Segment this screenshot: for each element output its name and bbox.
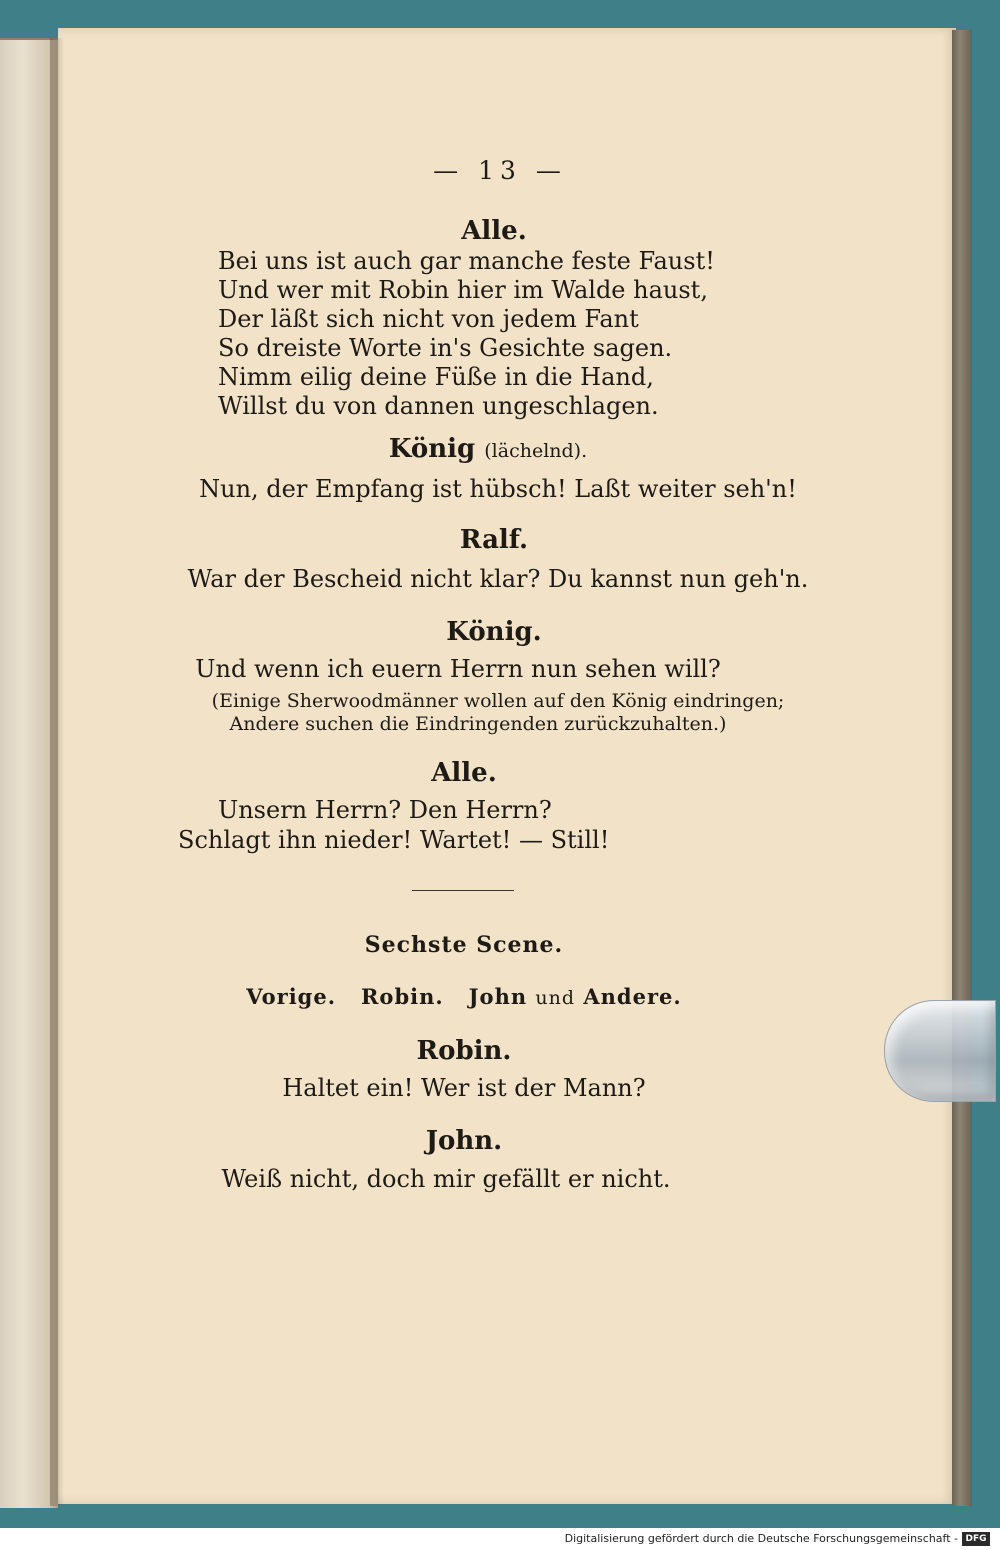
speaker-name: Ralf. xyxy=(459,525,529,555)
speaker-name: Robin. xyxy=(416,1036,512,1066)
verse-line: Nimm eilig deine Füße in die Hand, xyxy=(218,363,654,391)
speaker-name: Alle. xyxy=(461,216,527,246)
scene-title: Sechste Scene. xyxy=(364,932,564,958)
section-divider xyxy=(412,890,514,891)
speaker-heading xyxy=(0,434,988,464)
stage-direction: Andere suchen die Eindringenden zurückzuhalten.) xyxy=(229,713,727,735)
stage-direction: (Einige Sherwoodmänner wollen auf den König eindringen; xyxy=(211,690,785,712)
cast-member: Vorige. xyxy=(246,984,337,1009)
speaker-name: König xyxy=(388,434,476,464)
verse-line: So dreiste Worte in's Gesichte sagen. xyxy=(218,334,673,362)
verse-line: Und wenn ich euern Herrn nun sehen will? xyxy=(195,655,721,683)
verse-line: Haltet ein! Wer ist der Mann? xyxy=(282,1074,646,1102)
cast-conjunction: und xyxy=(535,987,576,1009)
digitization-credit: Digitalisierung gefördert durch die Deutsche Forschungsgemeinschaft - xyxy=(564,1532,958,1545)
speaker-name: Alle. xyxy=(431,758,497,788)
verse-line: Weiß nicht, doch mir gefällt er nicht. xyxy=(221,1165,671,1193)
verse-line: War der Bescheid nicht klar? Du kannst nun geh'n. xyxy=(187,565,809,593)
speaker-name: John. xyxy=(425,1126,503,1156)
verse-line: Der läßt sich nicht von jedem Fant xyxy=(218,305,639,333)
verse-line: Nun, der Empfang ist hübsch! Laßt weiter seh'n! xyxy=(199,475,797,503)
page-number: — 13 — xyxy=(433,156,567,185)
verse-line: Und wer mit Robin hier im Walde haust, xyxy=(218,276,708,304)
cast-list xyxy=(0,984,964,1009)
stage-direction: (lächelnd). xyxy=(484,440,588,462)
verse-line: Willst du von dannen ungeschlagen. xyxy=(218,392,659,420)
verse-line: Schlagt ihn nieder! Wartet! — Still! xyxy=(178,826,610,854)
verse-line: Unsern Herrn? Den Herrn? xyxy=(218,796,552,824)
speaker-name: König. xyxy=(446,617,542,647)
dfg-logo: DFG xyxy=(962,1532,990,1546)
verse-line: Bei uns ist auch gar manche feste Faust! xyxy=(218,247,715,275)
cast-member: Robin. xyxy=(360,984,444,1009)
cast-member: Andere. xyxy=(583,984,682,1009)
cast-member: John xyxy=(468,984,528,1009)
